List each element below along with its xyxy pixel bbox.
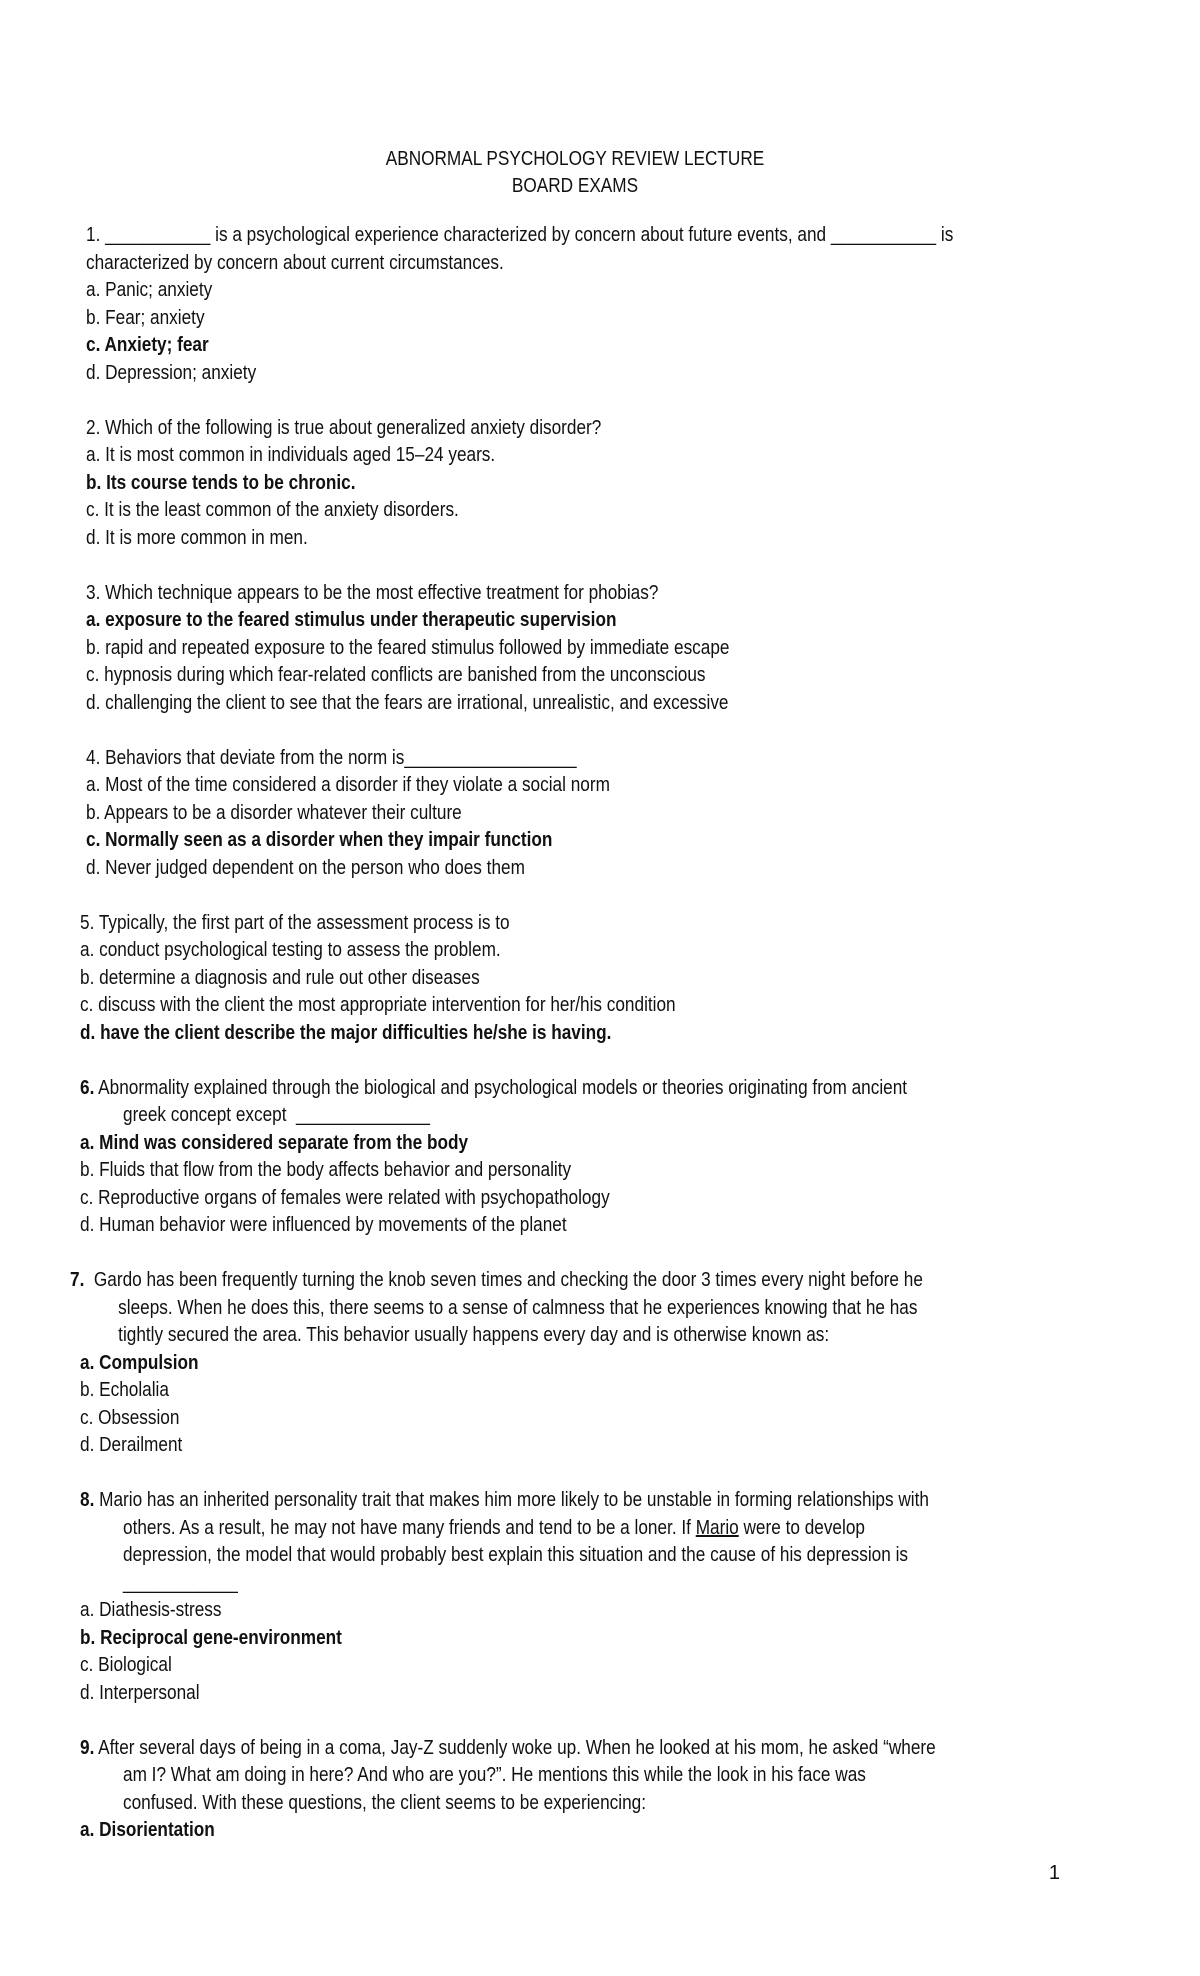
option: b. rapid and repeated exposure to the feared stimulus followed by immediate escape [86, 636, 730, 659]
option: d. Human behavior were influenced by movements of the planet [80, 1214, 567, 1236]
option: c. It is the least common of the anxiety disorders. [86, 499, 459, 521]
answer-option: b. Its course tends to be chronic. [86, 471, 356, 494]
question-stem: 3. Which technique appears to be the most effective treatment for phobias? [86, 581, 659, 604]
option: d. Never judged dependent on the person who does them [86, 856, 525, 879]
question-5 [70, 910, 1070, 1048]
question-stem: depression, the model that would probably best explain this situation and the cause of his depression is [123, 1544, 909, 1566]
option: c. Reproductive organs of females were related with psychopathology [80, 1186, 610, 1209]
question-3 [70, 580, 1070, 718]
question-4 [70, 745, 1070, 883]
question-stem: 2. Which of the following is true about generalized anxiety disorder? [86, 416, 602, 439]
option: b. Echolalia [80, 1379, 169, 1401]
answer-option: a. Disorientation [80, 1819, 215, 1841]
answer-option: a. Mind was considered separate from the body [80, 1131, 469, 1154]
option: c. hypnosis during which fear-related conflicts are banished from the unconscious [86, 664, 706, 686]
question-stem: tightly secured the area. This behavior usually happens every day and is otherwise known as: [118, 1324, 830, 1346]
question-list [70, 222, 1070, 1872]
answer-option: d. have the client describe the major difficulties he/she is having. [80, 1021, 612, 1044]
question-number: 7. [70, 1269, 85, 1291]
question-stem: characterized by concern about current circumstances. [86, 251, 504, 274]
question-stem: ____________ [123, 1571, 238, 1594]
answer-option: b. Reciprocal gene-environment [80, 1626, 342, 1649]
question-stem: 4. Behaviors that deviate from the norm is__________________ [86, 746, 577, 769]
question-1 [70, 222, 1070, 387]
question-stem: 5. Typically, the first part of the assessment process is to [80, 911, 510, 934]
option: d. It is more common in men. [86, 526, 308, 549]
document-subtitle: BOARD EXAMS [511, 175, 639, 197]
option: d. Interpersonal [80, 1681, 200, 1704]
option: d. Depression; anxiety [86, 361, 257, 384]
question-stem: 1. ___________ is a psychological experience characterized by concern about future events, and ___________ is [86, 224, 954, 246]
document-title: ABNORMAL PSYCHOLOGY REVIEW LECTURE [385, 148, 765, 170]
option: d. Derailment [80, 1434, 183, 1456]
option: a. Panic; anxiety [86, 279, 213, 301]
option: a. conduct psychological testing to assess the problem. [80, 939, 501, 961]
question-8 [70, 1487, 1070, 1707]
answer-option: a. Compulsion [80, 1351, 199, 1374]
question-number: 9. [80, 1736, 95, 1759]
question-stem: sleeps. When he does this, there seems to a sense of calmness that he experiences knowing that he has [118, 1296, 918, 1319]
question-9 [70, 1735, 1070, 1845]
question-number: 6. [80, 1076, 95, 1099]
option: b. Fear; anxiety [86, 306, 205, 329]
question-stem: confused. With these questions, the client seems to be experiencing: [123, 1791, 646, 1814]
answer-option: c. Normally seen as a disorder when they impair function [86, 829, 553, 851]
answer-option: a. exposure to the feared stimulus under therapeutic supervision [86, 609, 617, 631]
question-stem: greek concept except ______________ [123, 1104, 430, 1126]
option: d. challenging the client to see that the fears are irrational, unrealistic, and excessive [86, 691, 729, 714]
answer-option: c. Anxiety; fear [86, 334, 209, 356]
question-stem: am I? What am doing in here? And who are you?”. He mentions this while the look in his face was [123, 1764, 866, 1786]
question-stem: others. As a result, he may not have many friends and tend to be a loner. If Mario were to develop [123, 1516, 865, 1539]
option: b. Appears to be a disorder whatever their culture [86, 801, 462, 824]
option: c. Biological [80, 1654, 172, 1676]
option: a. It is most common in individuals aged 15–24 years. [86, 444, 496, 466]
question-6 [70, 1075, 1070, 1240]
question-stem: 6. Abnormality explained through the biological and psychological models or theories originating from ancient [80, 1076, 908, 1099]
underlined-name: Mario [695, 1516, 739, 1539]
option: b. Fluids that flow from the body affects behavior and personality [80, 1159, 572, 1181]
option: a. Diathesis-stress [80, 1599, 222, 1621]
option: c. Obsession [80, 1406, 180, 1429]
question-2 [70, 415, 1070, 553]
option: b. determine a diagnosis and rule out other diseases [80, 966, 480, 989]
option: a. Most of the time considered a disorder if they violate a social norm [86, 774, 610, 796]
question-stem: 8. Mario has an inherited personality trait that makes him more likely to be unstable in forming relationships with [80, 1489, 929, 1511]
option: c. discuss with the client the most appropriate intervention for her/his condition [80, 994, 676, 1016]
question-7 [70, 1267, 1070, 1460]
question-stem: 7. Gardo has been frequently turning the knob seven times and checking the door 3 times every night before he [70, 1269, 923, 1291]
page-number: 1 [1048, 1862, 1060, 1884]
question-stem: 9. After several days of being in a coma, Jay-Z suddenly woke up. When he looked at his mom, he asked “where [80, 1736, 936, 1759]
question-number: 8. [80, 1489, 95, 1511]
